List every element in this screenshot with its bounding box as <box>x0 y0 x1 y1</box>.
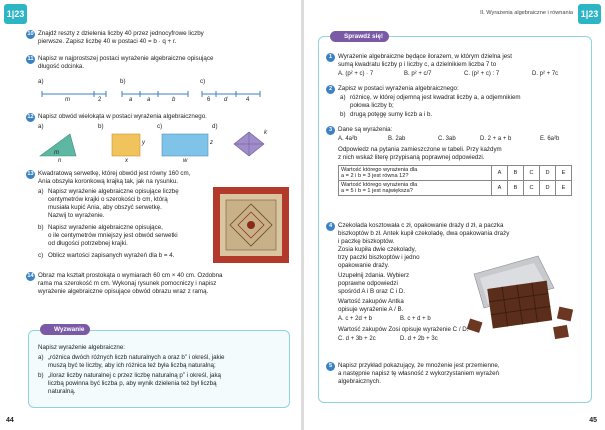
answer-cell[interactable]: A <box>492 166 508 181</box>
polygons-figure <box>36 130 286 164</box>
challenge-title: Wyzwanie <box>40 324 90 335</box>
question-text: Odpowiedz na pytania zamieszczone w tabeli. Przy każdym <box>338 146 502 153</box>
table-row <box>339 181 572 196</box>
segment-label: d <box>224 97 228 103</box>
item-label: a) <box>38 123 44 130</box>
item-label: b) <box>38 224 44 231</box>
item-label: b) <box>340 111 346 118</box>
question-text: z nich wskaż literę przypisaną poprawnej odpowiedzi. <box>338 154 485 161</box>
right-page <box>304 0 605 430</box>
question-text: opakowanie draży. <box>338 262 390 269</box>
question-text: Wyrażenie algebraiczne będące ilorazem, w którym dzielna jest <box>338 53 512 60</box>
question-text: Czekolada kosztowała c zł, opakowanie draży d zł, a paczka <box>338 222 504 229</box>
question-text: spośród A i B oraz C i D. <box>338 288 406 295</box>
item-text: połowa liczby b; <box>350 102 394 109</box>
table-row <box>339 166 572 181</box>
exercise-text: rama ma szerokość m cm. Wykonaj rysunek pomocniczy i napisz <box>38 280 217 287</box>
segment-label: a <box>129 97 133 103</box>
segment-label: m <box>65 97 70 103</box>
side-label: m <box>54 150 59 156</box>
side-label: n <box>58 158 62 164</box>
item-text: Napisz wyrażenie algebraiczne opisujące liczbę <box>48 188 179 195</box>
question-text: Dane są wyrażenia: <box>338 126 393 133</box>
answer-option[interactable]: A. (p² + c) · 7 <box>338 71 374 77</box>
item-label: a) <box>38 78 44 85</box>
item-label: b) <box>98 123 104 130</box>
page-number: 44 <box>6 417 14 424</box>
item-label: c) <box>200 78 206 85</box>
expression-option: B. 2ab <box>388 136 406 142</box>
question-number: 4 <box>326 222 335 231</box>
side-label: z <box>210 140 213 146</box>
exercise-text: Kwadratową serwetkę, której obwód jest równy 160 cm, <box>38 170 191 177</box>
item-text: musiała kupić Ania, aby obszyć serwetkę. <box>48 204 162 211</box>
segment-label: 2 <box>98 97 102 103</box>
item-label: a) <box>38 354 44 361</box>
exercise-text: Napisz obwód wielokąta w postaci wyrażenia algebraicznego. <box>38 113 207 120</box>
item-text: o ile centymetrów mniejszy jest obwód serwetki <box>48 232 178 239</box>
page-number: 45 <box>589 417 597 424</box>
question-text: trzy paczki biszkoptów i jedno <box>338 254 420 261</box>
question-text: a następnie napisz tę własność z wykorzystaniem wyrażeń <box>338 370 499 377</box>
item-label: a) <box>340 94 346 101</box>
answer-cell[interactable]: A <box>492 181 508 196</box>
question-text: Wartość zakupów Zosi opisuje wyrażenie C / D. <box>338 326 469 333</box>
question-text: algebraicznych. <box>338 378 381 385</box>
item-label: c) <box>38 252 44 259</box>
answer-cell[interactable]: C <box>524 181 540 196</box>
answer-option[interactable]: C. d + 3b + 2c <box>338 336 376 342</box>
exercise-text: pierwsze. Zapisz liczbę 40 w postaci 40 = b · q + r. <box>38 38 177 45</box>
question-text: Zosia kupiła dwie czekolady, <box>338 246 416 253</box>
answer-option[interactable]: D. d + 2b + 3c <box>400 336 438 342</box>
answer-cell[interactable]: E <box>556 181 572 196</box>
item-label: a) <box>38 188 44 195</box>
item-text: Napisz wyrażenie algebraiczne opisujące, <box>48 224 163 231</box>
answer-option[interactable]: A. c + 2d + b <box>338 316 373 322</box>
challenge-intro: Napisz wyrażenie algebraiczne: <box>38 344 126 351</box>
item-text: różnicę, w której odjemną jest kwadrat liczby a, a odjemnikiem <box>350 94 521 101</box>
answer-option[interactable]: B. p² + c/7 <box>404 71 432 77</box>
expression-option: E. 6a²b <box>540 136 560 142</box>
exercise-number: 12 <box>27 114 34 120</box>
answer-cell[interactable]: B <box>508 181 524 196</box>
item-text: drugą potęgę sumy liczb a i b. <box>350 111 433 118</box>
question-number: 2 <box>326 85 335 94</box>
book-logo: 1|23 <box>578 4 601 24</box>
expression-option: D. 2 + a + b <box>480 136 512 142</box>
exercise-text: Znajdź reszty z dzielenia liczby 40 przez jednocyfrowe liczby <box>38 30 204 37</box>
side-label: k <box>264 130 267 136</box>
question-number: 1 <box>326 53 335 62</box>
segment-label: b <box>172 97 176 103</box>
item-label: b) <box>38 372 44 379</box>
expression-option: A. 4a²b <box>338 136 358 142</box>
table-question-line: a = 2 i b = 3 jest równa 12? <box>341 173 409 179</box>
table-question <box>339 181 492 196</box>
exercise-text: długość odcinka. <box>38 63 85 70</box>
table-question-line: Wartość którego wyrażenia dla <box>341 182 418 188</box>
item-text: liczbą powinna być liczba p, aby wynik dzielenia też był liczbą <box>48 380 217 387</box>
answer-cell[interactable]: B <box>508 166 524 181</box>
exercise-number: 13 <box>27 171 34 177</box>
question-text: opisuje wyrażenie A / B. <box>338 306 404 313</box>
question-text: poprawne odpowiedzi <box>338 280 398 287</box>
answer-cell[interactable]: D <box>540 181 556 196</box>
question-text: biszkoptów b zł. Antek kupił czekoladę, dwa opakowania draży <box>338 230 510 237</box>
item-text: naturalną. <box>48 388 76 395</box>
side-label: x <box>125 158 128 164</box>
segment-label: 4 <box>246 97 250 103</box>
expression-option: C. 3ab <box>438 136 456 142</box>
item-label: c) <box>157 123 163 130</box>
table-question <box>339 166 492 181</box>
book-logo: 1|23 <box>4 4 27 24</box>
exercise-number: 10 <box>27 31 34 37</box>
exercise-number: 11 <box>27 56 34 62</box>
answer-table <box>338 165 572 196</box>
side-label: w <box>183 158 188 164</box>
exercise-text: wyrażenie algebraiczne opisujące obwód obrazu wraz z ramą. <box>38 288 209 295</box>
question-text: i paczkę biszkoptów. <box>338 238 395 245</box>
question-text: sumą kwadratu liczby p i liczby c, a dzielnikiem liczba 7 to <box>338 61 497 68</box>
chocolate-illustration <box>454 246 584 346</box>
table-question-line: a = 5 i b = 1 jest największa? <box>341 188 413 194</box>
item-text: „iloraz liczby naturalnej c przez liczbę naturalną p” i określ, jaką <box>48 372 221 379</box>
chapter-header: II. Wyrażenia algebraiczne i równania <box>480 10 573 16</box>
table-question-line: Wartość którego wyrażenia dla <box>341 167 418 173</box>
question-number: 3 <box>326 126 335 135</box>
item-text: „różnica dwóch różnych liczb naturalnych a oraz b” i określ, jakie <box>48 354 225 361</box>
item-text: Oblicz wartości zapisanych wyrażeń dla b = 4. <box>48 252 175 259</box>
segment-label: 6 <box>207 97 211 103</box>
question-text: Wartość zakupów Antka <box>338 298 404 305</box>
exercise-text: Obraz ma kształt prostokąta o wymiarach 60 cm × 40 cm. Ozdobna <box>38 272 223 279</box>
check-yourself-title: Sprawdź się! <box>330 31 389 42</box>
answer-option[interactable]: B. c + d + b <box>400 316 431 322</box>
item-label: b) <box>120 78 126 85</box>
napkin-illustration <box>212 186 290 264</box>
item-text: Nazwij to wyrażenie. <box>48 212 105 219</box>
exercise-number: 14 <box>27 273 34 279</box>
item-text: od długości potrzebnej krajki. <box>48 240 128 247</box>
answer-cell[interactable]: E <box>556 166 572 181</box>
question-text: Uzupełnij zdania. Wybierz <box>338 272 410 279</box>
exercise-text: Ania obszyła koronkową krajką tak, jak na rysunku. <box>38 178 178 185</box>
exercise-text: Napisz w najprostszej postaci wyrażenie algebraiczne opisujące <box>38 55 214 62</box>
question-number: 5 <box>326 362 335 371</box>
item-text: centymetrów krajki o szerokości b cm, którą <box>48 196 168 203</box>
question-text: Napisz przykład pokazujący, że mnożenie jest przemienne, <box>338 362 500 369</box>
item-label: d) <box>212 123 218 130</box>
question-text: Zapisz w postaci wyrażenia algebraicznego: <box>338 85 459 92</box>
answer-cell[interactable]: C <box>524 166 540 181</box>
segment-label: a <box>147 97 151 103</box>
answer-option[interactable]: C. (p² + c) : 7 <box>464 71 500 77</box>
answer-option[interactable]: D. p² + 7c <box>532 71 559 77</box>
item-text: muszą być te liczby, aby ich różnica też była liczbą naturalną; <box>48 362 216 369</box>
answer-cell[interactable]: D <box>540 166 556 181</box>
side-label: y <box>142 140 145 146</box>
left-page <box>0 0 301 430</box>
